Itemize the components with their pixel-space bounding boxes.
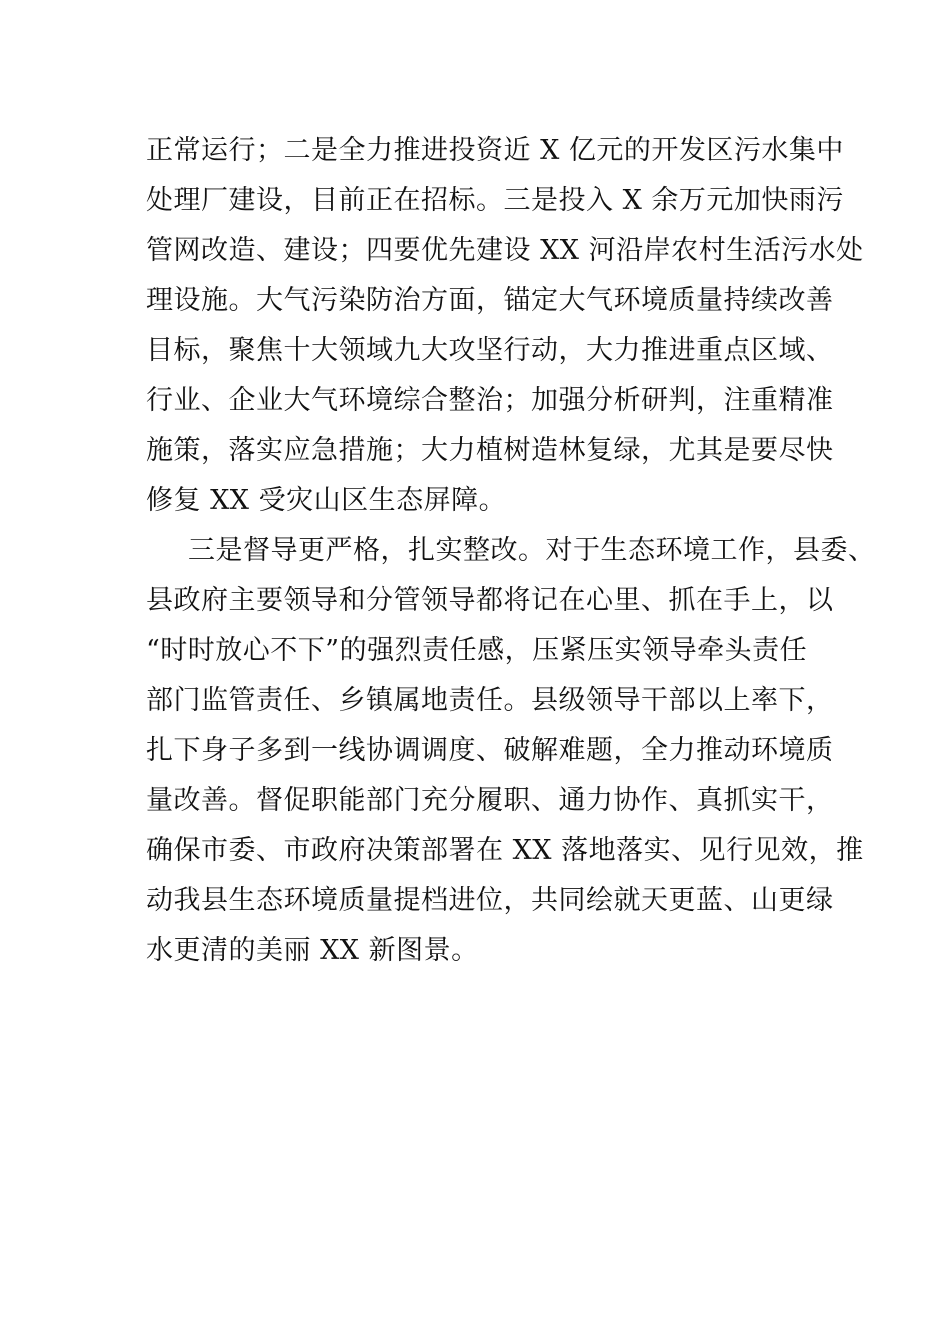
text-line: 正常运行；二是全力推进投资近 X 亿元的开发区污水集中: [146, 135, 844, 166]
text-line: 动我县生态环境质量提档进位，共同绘就天更蓝、山更绿: [146, 885, 834, 916]
text-line: 行业、企业大气环境综合整治；加强分析研判，注重精准: [146, 385, 834, 416]
text-line: 部门监管责任、乡镇属地责任。县级领导干部以上率下，: [146, 685, 834, 716]
text-line: 扎下身子多到一线协调调度、破解难题，全力推动环境质: [146, 735, 834, 766]
text-line: 施策，落实应急措施；大力植树造林复绿，尤其是要尽快: [146, 435, 834, 466]
text-line: 管网改造、建设；四要优先建设 XX 河沿岸农村生活污水处: [146, 235, 864, 266]
text-line: 理设施。大气污染防治方面，锚定大气环境质量持续改善: [146, 285, 834, 316]
paragraph-start-line: 三是督导更严格，扎实整改。对于生态环境工作，县委、: [188, 535, 876, 566]
text-line: “时时放心不下”的强烈责任感，压紧压实领导牵头责任: [146, 635, 808, 666]
text-line: 水更清的美丽 XX 新图景。: [146, 935, 479, 966]
text-line: 目标，聚焦十大领域九大攻坚行动，大力推进重点区域、: [146, 335, 834, 366]
document-body: [146, 126, 876, 976]
text-line: 量改善。督促职能部门充分履职、通力协作、真抓实干，: [146, 785, 834, 816]
text-line: 县政府主要领导和分管领导都将记在心里、抓在手上，以: [146, 585, 834, 616]
text-line: 处理厂建设，目前正在招标。三是投入 X 余万元加快雨污: [146, 185, 844, 216]
text-line: 确保市委、市政府决策部署在 XX 落地落实、见行见效，推: [146, 835, 864, 866]
text-line: 修复 XX 受灾山区生态屏障。: [146, 485, 507, 516]
